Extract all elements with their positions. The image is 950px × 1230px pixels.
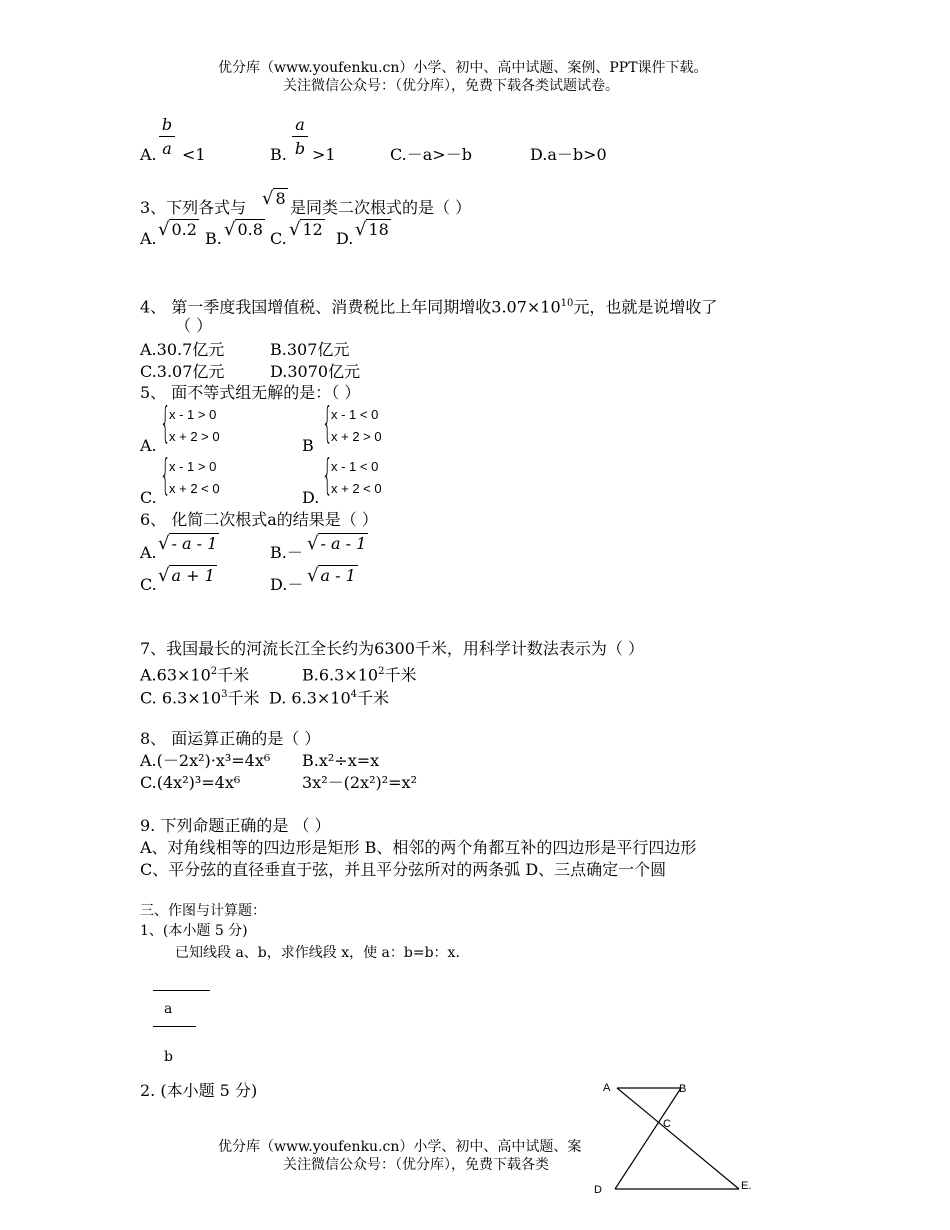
q8-option-c: C.(4x²)³=4x⁶ — [140, 773, 241, 792]
point-c-label: C — [663, 1118, 671, 1130]
numerator: a — [295, 115, 305, 134]
q5-option-b-brace: { — [322, 398, 333, 447]
q3-option-a-radical: √ 0.2 — [158, 219, 197, 240]
q6-stem: 6、 化简二次根式a的结果是（ ） — [140, 510, 378, 529]
point-a-label: A — [603, 1082, 611, 1094]
q3-option-c-radical: √ 12 — [289, 219, 323, 240]
q5-option-d-system: x - 1 < 0 x + 2 < 0 — [331, 459, 382, 496]
section-3-q1-text: 已知线段 a、b，求作线段 x，使 a：b=b：x. — [175, 945, 460, 961]
q5-option-b-label: B — [302, 436, 314, 455]
q7-option-c: C. $6.3\times 10^3$千米 — [140, 688, 260, 708]
q2-option-a-fraction — [159, 115, 175, 158]
q9-stem: 9. 下列命题正确的是 （ ） — [140, 816, 331, 835]
q2-option-b-label: B. — [270, 145, 287, 164]
segment-b-line — [153, 1026, 196, 1027]
q3-stem-radical: √ 8 — [262, 188, 286, 209]
q4-option-d: D.3070亿元 — [270, 362, 361, 381]
q8-option-b: B.x²÷x=x — [302, 751, 380, 770]
q5-option-a-brace: { — [160, 398, 171, 447]
q5-option-a-label: A. — [140, 436, 157, 455]
q6-option-d-label: D.－ — [270, 575, 304, 594]
q4-paren: （ ） — [175, 316, 213, 335]
q7-option-d: D. $6.3\times 10^4$千米 — [269, 688, 390, 708]
q2-option-c: C.－a>－b — [390, 145, 472, 164]
q3-stem-post: 是同类二次根式的是（ ） — [290, 198, 472, 217]
segment-a-label: a — [164, 1001, 173, 1017]
q4-option-b: B.307亿元 — [270, 340, 350, 359]
q8-option-d: 3x²－(2x²)²=x² — [302, 773, 417, 792]
footer-line-2: 关注微信公众号：（优分库），免费下载各类 — [283, 1157, 549, 1173]
q5-option-c-label: C. — [140, 488, 157, 507]
q2-option-a-label: A. — [140, 145, 157, 164]
q6-option-a-label: A. — [140, 543, 157, 562]
q4-stem: 4、 第一季度我国增值税、消费税比上年同期增收$3.07\times 10^{10}$元，也就是说增收了 — [140, 297, 718, 317]
footer-line-1: 优分库（www.youfenku.cn）小学、初中、高中试题、案 — [218, 1139, 582, 1155]
header-line-2: 关注微信公众号：（优分库），免费下载各类试题试卷。 — [283, 78, 619, 94]
q4-option-a: A.30.7亿元 — [140, 340, 225, 359]
q6-option-d-radical: √ a - 1 — [307, 565, 356, 586]
q3-option-b-label: B. — [205, 229, 222, 248]
q8-stem: 8、 面运算正确的是（ ） — [140, 729, 321, 748]
header-line-1: 优分库（www.youfenku.cn）小学、初中、高中试题、案例、PPT课件下载。 — [218, 60, 708, 76]
q5-option-d-label: D. — [302, 488, 320, 507]
q2-option-b-fraction — [292, 115, 308, 158]
q3-option-b-radical: √ 0.8 — [224, 219, 263, 240]
q6-option-b-label: B.－ — [270, 543, 303, 562]
q3-stem-pre: 3、下列各式与 — [140, 198, 247, 217]
q2-option-a-relation: <1 — [182, 145, 206, 164]
q6-option-c-label: C. — [140, 575, 157, 594]
q2-option-b-relation: >1 — [312, 145, 336, 164]
q3-option-d-label: D. — [336, 229, 354, 248]
q6-option-c-radical: √ a + 1 — [158, 565, 215, 586]
q9-options-line-1: A、对角线相等的四边形是矩形 B、相邻的两个角都互补的四边形是平行四边形 — [140, 838, 697, 857]
segment-b-label: b — [164, 1049, 173, 1065]
q5-option-c-system: x - 1 > 0 x + 2 < 0 — [169, 459, 220, 496]
point-e-label: E. — [741, 1180, 752, 1192]
numerator: b — [161, 115, 173, 134]
segment-ae — [617, 1088, 739, 1189]
q6-option-b-radical: √ - a - 1 — [307, 533, 367, 554]
q8-option-a: A.(－2x²)·x³=4x⁶ — [140, 751, 271, 770]
denominator: b — [294, 139, 306, 158]
q4-option-c: C.3.07亿元 — [140, 362, 225, 381]
q3-option-a-label: A. — [140, 229, 157, 248]
segment-bd — [615, 1088, 681, 1189]
point-b-label: B — [679, 1083, 687, 1095]
section-3-title: 三、作图与计算题： — [140, 903, 266, 919]
geometry-figure — [590, 1072, 770, 1202]
q5-option-a-system: x - 1 > 0 x + 2 > 0 — [169, 407, 220, 444]
section-3-q2-title: 2. (本小题 5 分) — [140, 1081, 258, 1100]
segment-a-line — [153, 990, 210, 991]
q5-option-c-brace: { — [160, 450, 171, 499]
q5-stem: 5、 面不等式组无解的是：（ ） — [140, 383, 361, 402]
q3-option-d-radical: √ 18 — [355, 219, 389, 240]
q7-option-b: $B.6.3\times 10^2$千米 — [302, 665, 417, 685]
denominator: a — [162, 139, 172, 158]
q6-option-a-radical: √ - a - 1 — [158, 533, 218, 554]
point-d-label: D — [594, 1184, 602, 1196]
q9-options-line-2: C、平分弦的直径垂直于弦，并且平分弦所对的两条弧 D、三点确定一个圆 — [140, 860, 667, 879]
q7-option-a: $A.63\times 10^2$千米 — [140, 665, 250, 685]
q5-option-d-brace: { — [322, 450, 333, 499]
q5-option-b-system: x - 1 < 0 x + 2 > 0 — [331, 407, 382, 444]
q7-stem: 7、我国最长的河流长江全长约为6300千米，用科学计数法表示为（ ） — [140, 639, 644, 658]
section-3-q1-title: 1、(本小题 5 分) — [140, 923, 248, 939]
q3-option-c-label: C. — [270, 229, 287, 248]
q2-option-d: D.a－b>0 — [530, 145, 607, 164]
